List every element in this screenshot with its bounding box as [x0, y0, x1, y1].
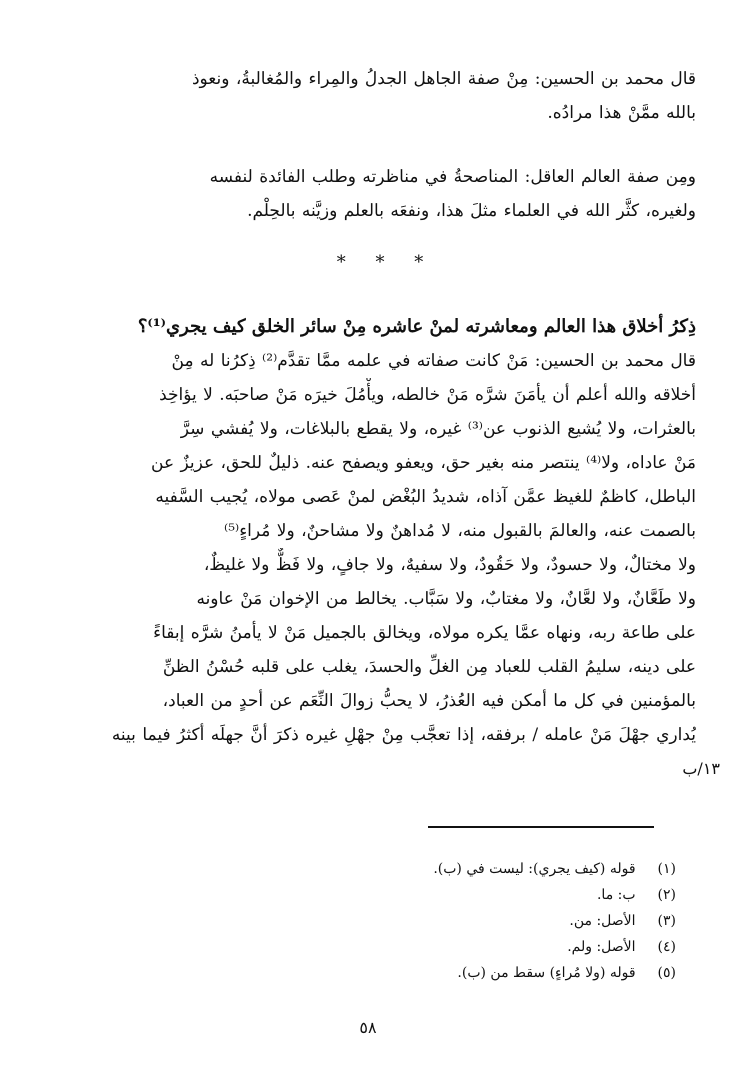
footnote-text: قوله (كيف يجري): ليست في (ب). — [433, 861, 636, 877]
footnote-item — [96, 908, 676, 934]
footnote-number: (١) — [657, 861, 676, 877]
section-heading: ذِكرُ أخلاق هذا العالم ومعاشرته لمنْ عاشره مِنْ سائر الخلق كيف يجري⁽¹⁾؟ — [137, 316, 696, 337]
section-separator: * * * — [336, 252, 436, 273]
paragraph-line: قال محمد بن الحسين: مَنْ كانت صفاته في علمه ممَّا تقدَّم⁽²⁾ ذِكرُنا له مِنْ — [171, 351, 696, 371]
footnote-text: الأصل: ولم. — [567, 939, 636, 955]
footnote-number: (٤) — [657, 939, 676, 955]
footnote-item — [96, 960, 676, 986]
footnote-item — [96, 934, 676, 960]
footnote-divider — [428, 826, 654, 828]
paragraph-line: مَنْ عاداه، ولا⁽⁴⁾ ينتصر منه بغير حق، ويعفو ويصفح عنه. ذليلٌ للحق، عزيزٌ عن — [151, 453, 696, 473]
folio-margin-note: ١٣/ب — [682, 759, 720, 778]
paragraph-line: بالله ممَّنْ هذا مرادُه. — [547, 103, 696, 123]
page-number: ٥٨ — [359, 1018, 377, 1037]
footnote-text: قوله (ولا مُراءٍ) سقط من (ب). — [457, 965, 636, 981]
paragraph-line: ولا مختالٌ، ولا حسودٌ، ولا حَقُودٌ، ولا سفيهٌ، ولا جافٍ، ولا فَظٌّ ولا غليظٌ، — [203, 555, 696, 575]
paragraph-line: قال محمد بن الحسين: مِنْ صفة الجاهل الجدلُ والمِراء والمُغالبةُ، ونعوذ — [191, 69, 696, 89]
paragraph-line: بالصمت عنه، والعالمَ بالقبول منه، لا مُداهنٌ ولا مشاحنٌ، ولا مُراءٍ⁽⁵⁾ — [224, 521, 696, 541]
footnote-number: (٣) — [657, 913, 676, 929]
paragraph-line: بالعثرات، ولا يُشيع الذنوب عن⁽³⁾ غيره، ولا يقطع بالبلاغات، ولا يُفشي سِرَّ — [180, 419, 696, 439]
paragraph-3 — [96, 344, 696, 752]
paragraph-line: الباطل، كاظمٌ للغيظ عمَّن آذاه، شديدُ البُغْض لمنْ عَصى مولاه، يُجيب السَّفيه — [155, 487, 696, 507]
paragraph-line: على طاعة ربه، ونهاه عمَّا يكره مولاه، ويخالق بالجميل مَنْ لا يأمنُ شرَّه إبقاءً — [153, 623, 696, 643]
footnote-number: (٥) — [657, 965, 676, 981]
paragraph-line: يُداري جهْلَ مَنْ عامله / برفقه، إذا تعجَّب مِنْ جهْلِ غيره ذكرَ أنَّ جهلَه أكثرُ فيما بينه — [111, 725, 696, 745]
footnotes — [96, 856, 676, 986]
paragraph-line: على دينه، سليمُ القلب للعباد مِن الغلِّ والحسدَ، يغلب على قلبه حُسْنُ الظنِّ — [162, 657, 696, 677]
paragraph-line: أخلاقه والله أعلم أن يأمَنَ شرَّه مَنْ خالطه، ويأْمُلَ خيرَه مَنْ صاحبَه. لا يؤاخِذ — [159, 385, 696, 405]
footnote-item — [96, 882, 676, 908]
footnote-text: ب: ما. — [596, 887, 636, 903]
footnote-text: الأصل: من. — [569, 913, 636, 929]
footnote-item — [96, 856, 676, 882]
paragraph-line: ولغيره، كثَّر الله في العلماء مثلَ هذا، ونفعَه بالعلم وزيَّنه بالحِلْم. — [247, 201, 696, 221]
paragraph-line: ولا طَعَّانٌ، ولا لعَّانٌ، ولا مغتابٌ، ولا سَبَّاب. يخالط من الإخوان مَنْ عاونه — [196, 589, 696, 609]
paragraph-line: ومِن صفة العالم العاقل: المناصحةُ في مناظرته وطلب الفائدة لنفسه — [209, 167, 696, 187]
paragraph-line: بالمؤمنين في كل ما أمكن فيه العُذرُ، لا يحبُّ زوالَ النِّعَم عن أحدٍ من العباد، — [162, 691, 696, 711]
paragraph-1 — [96, 62, 696, 130]
paragraph-2 — [96, 160, 696, 228]
footnote-number: (٢) — [657, 887, 676, 903]
